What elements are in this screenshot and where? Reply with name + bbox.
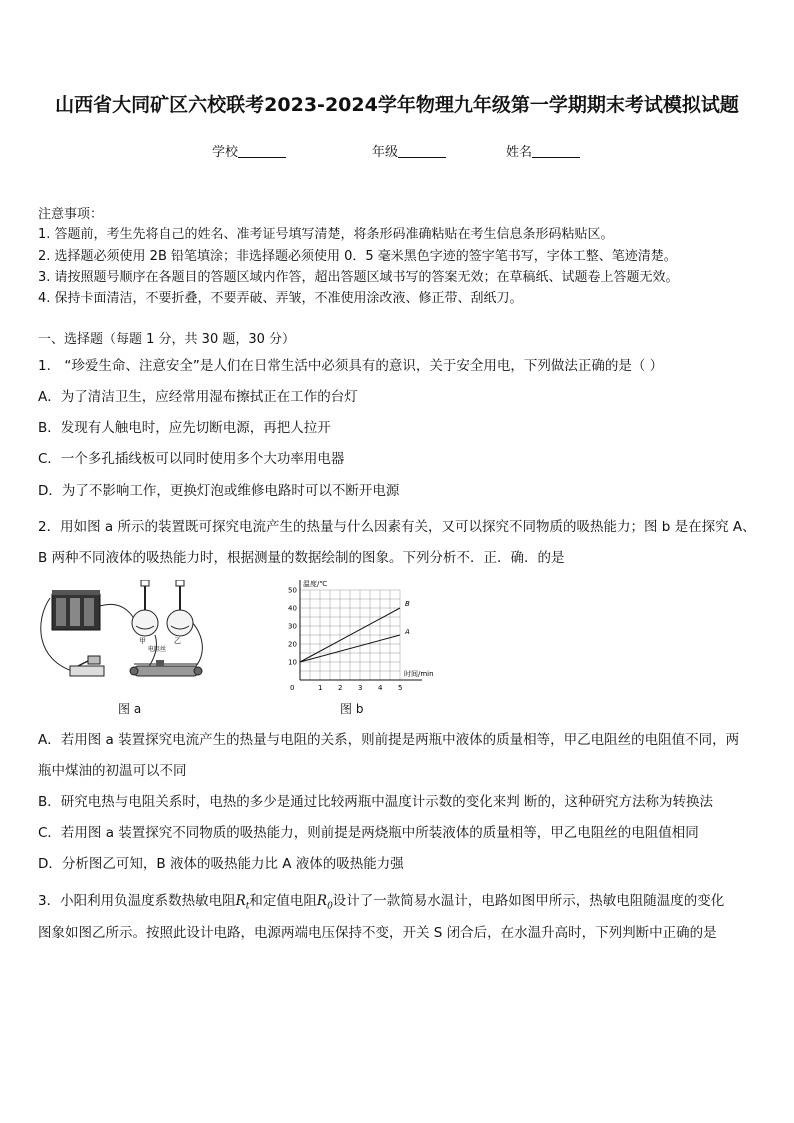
- section-heading: 一、选择题（每题 1 分，共 30 题，30 分）: [38, 332, 296, 347]
- name-label: 姓名: [506, 145, 533, 160]
- q2-option-a: A．若用图 a 装置探究电流产生的热量与电阻的关系，则前提是两瓶中液体的质量相等，甲乙电阻丝的电阻值不同，两: [38, 732, 740, 748]
- q1-option-b: B．发现有人触电时，应先切断电源，再把人拉开: [38, 420, 331, 436]
- x-tick-label: 4: [378, 684, 383, 690]
- q2-option-b: B．研究电热与电阻关系时，电热的多少是通过比较两瓶中温度计示数的变化来判 断的，这种研究方法称为转换法: [38, 794, 714, 810]
- series-label-b: B: [405, 600, 410, 608]
- y-tick-label: 50: [288, 586, 297, 595]
- x-axis-label: 时间/min: [404, 670, 434, 678]
- notice-item: 3. 请按照题号顺序在各题目的答题区域内作答，超出答题区域书写的答案无效；在草稿纸、试题卷上答题无效。: [38, 270, 679, 285]
- grade-blank: [398, 143, 446, 158]
- notice-heading: 注意事项：: [38, 207, 104, 222]
- q3-line1: [38, 889, 724, 912]
- symbol-rt: $R_t$: [235, 893, 250, 912]
- x-tick-label: 0: [290, 684, 295, 690]
- x-tick-label: 3: [358, 684, 363, 690]
- label-yi: 乙: [174, 637, 181, 645]
- figure-a: [30, 580, 220, 690]
- name-field: [506, 141, 580, 160]
- q2-option-d: D．分析图乙可知，B 液体的吸热能力比 A 液体的吸热能力强: [38, 856, 404, 872]
- school-label: 学校: [212, 145, 239, 160]
- q1-option-d: D．为了不影响工作，更换灯泡或维修电路时可以不断开电源: [38, 483, 400, 499]
- x-tick-label: 5: [398, 684, 403, 690]
- y-tick-label: 20: [288, 640, 297, 649]
- q1-option-c: C．一个多孔插线板可以同时使用多个大功率用电器: [38, 451, 345, 467]
- symbol-r0: $R_0$: [316, 893, 333, 912]
- switch-icon: [70, 656, 104, 676]
- q2-option-c: C．若用图 a 装置探究不同物质的吸热能力，则前提是两烧瓶中所装液体的质量相等，甲乙电阻丝的电阻值相同: [38, 825, 699, 841]
- flask-yi-icon: [167, 580, 193, 636]
- y-tick-label: 40: [288, 604, 297, 613]
- q3-line1-part-b: 和定值电阻: [249, 893, 317, 909]
- q2-option-a-cont: 瓶中煤油的初温可以不同: [38, 763, 187, 779]
- notice-item: 1. 答题前，考生先将自己的姓名、准考证号填写清楚，将条形码准确粘贴在考生信息条形码粘贴区。: [38, 227, 614, 242]
- y-tick-label: 30: [288, 622, 297, 631]
- temperature-time-chart: [276, 580, 466, 690]
- q2-stem-line1: 2．用如图 a 所示的装置既可探究电流产生的热量与什么因素有关，又可以探究不同物质的吸热能力；图 b 是在探究 A、: [38, 519, 756, 535]
- battery-icon: [52, 590, 100, 630]
- flask-jia-icon: [132, 580, 158, 636]
- x-tick-label: 1: [318, 684, 323, 690]
- series-label-a: A: [405, 628, 410, 636]
- q1-stem: 1． “珍爱生命、注意安全”是人们在日常生活中必须具有的意识，关于安全用电，下列做法正确的是（ ）: [38, 358, 664, 374]
- grade-field: [372, 141, 446, 160]
- page-title: 山西省大同矿区六校联考2023-2024学年物理九年级第一学期期末考试模拟试题: [55, 94, 739, 116]
- school-field: [212, 141, 286, 160]
- y-axis-label: 温度/℃: [303, 580, 328, 588]
- figure-a-caption: 图 a: [118, 702, 142, 716]
- name-blank: [532, 143, 580, 158]
- figure-b: [276, 580, 466, 690]
- q1-option-a: A．为了清洁卫生，应经常用湿布擦拭正在工作的台灯: [38, 389, 358, 405]
- label-jia: 甲: [139, 637, 146, 645]
- q3-line1-part-a: 3．小阳利用负温度系数热敏电阻: [38, 893, 236, 909]
- rheostat-icon: [130, 660, 202, 676]
- figure-b-caption: 图 b: [340, 702, 364, 716]
- q3-line1-part-c: 设计了一款简易水温计，电路如图甲所示，热敏电阻随温度的变化: [332, 893, 725, 909]
- school-blank: [238, 143, 286, 158]
- q2-stem-line2: B 两种不同液体的吸热能力时，根据测量的数据绘制的图象。下列分析不．正．确．的是: [38, 550, 565, 566]
- notice-item: 4. 保持卡面清洁，不要折叠，不要弄破、弄皱，不准使用涂改液、修正带、刮纸刀。: [38, 291, 523, 306]
- label-resistance-wire: 电阻丝: [148, 646, 167, 653]
- y-tick-label: 10: [288, 658, 297, 667]
- x-tick-label: 2: [338, 684, 343, 690]
- grade-label: 年级: [372, 145, 399, 160]
- notice-item: 2. 选择题必须使用 2B 铅笔填涂；非选择题必须使用 0．5 毫米黑色字迹的签字笔书写，字体工整、笔迹清楚。: [38, 249, 677, 264]
- apparatus-diagram: [30, 580, 220, 690]
- q3-line2: 图象如图乙所示。按照此设计电路，电源两端电压保持不变，开关 S 闭合后，在水温升高时，下列判断中正确的是: [38, 925, 717, 941]
